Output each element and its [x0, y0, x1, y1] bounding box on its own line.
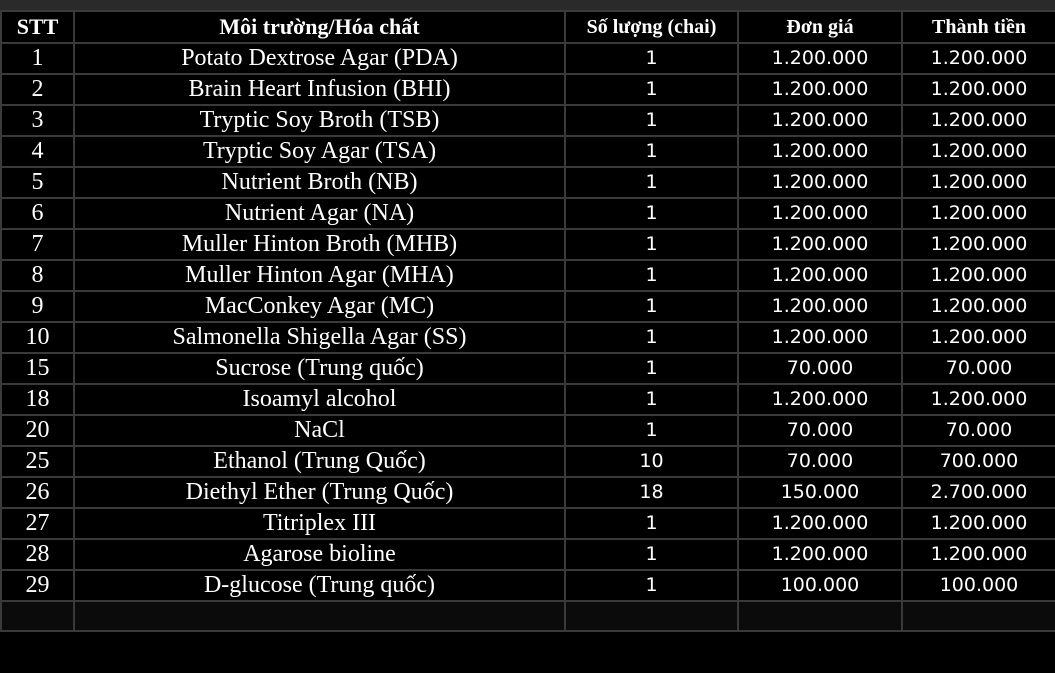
- cell-name: D-glucose (Trung quốc): [74, 570, 565, 601]
- table-row: [1, 43, 1055, 74]
- cell-stt: 15: [1, 353, 74, 384]
- table-row: [1, 167, 1055, 198]
- top-band: [0, 0, 1055, 10]
- cell-qty: 1: [565, 43, 738, 74]
- table-row: [1, 384, 1055, 415]
- table-row: [1, 539, 1055, 570]
- cell-name: MacConkey Agar (MC): [74, 291, 565, 322]
- cell-total: 1.200.000: [902, 229, 1055, 260]
- cell-qty: 1: [565, 291, 738, 322]
- cell-stt: 4: [1, 136, 74, 167]
- cell-name: Diethyl Ether (Trung Quốc): [74, 477, 565, 508]
- cell-stt: 9: [1, 291, 74, 322]
- table-row: [1, 105, 1055, 136]
- cell-unit-price: 1.200.000: [738, 167, 902, 198]
- table-row: [1, 446, 1055, 477]
- cell-qty: 1: [565, 167, 738, 198]
- cell-stt: 29: [1, 570, 74, 601]
- cell-unit-price: 1.200.000: [738, 384, 902, 415]
- cell-qty: 1: [565, 508, 738, 539]
- header-total: Thành tiền: [902, 11, 1055, 43]
- table-row: [1, 198, 1055, 229]
- cell-qty: 1: [565, 136, 738, 167]
- cell-name: Brain Heart Infusion (BHI): [74, 74, 565, 105]
- cell-unit-price: 70.000: [738, 415, 902, 446]
- header-row: [1, 11, 1055, 43]
- table-row: [1, 136, 1055, 167]
- cell-stt: 27: [1, 508, 74, 539]
- cell-unit-price: 1.200.000: [738, 136, 902, 167]
- chemicals-price-table: [0, 10, 1055, 632]
- cell-name: Muller Hinton Broth (MHB): [74, 229, 565, 260]
- cell-stt: 1: [1, 43, 74, 74]
- cell-unit-price: 1.200.000: [738, 74, 902, 105]
- empty-cell: [565, 601, 738, 631]
- cell-total: 1.200.000: [902, 384, 1055, 415]
- table-row: [1, 291, 1055, 322]
- table-row: [1, 74, 1055, 105]
- cell-stt: 20: [1, 415, 74, 446]
- cell-unit-price: 1.200.000: [738, 229, 902, 260]
- cell-total: 1.200.000: [902, 136, 1055, 167]
- cell-qty: 1: [565, 384, 738, 415]
- cell-qty: 18: [565, 477, 738, 508]
- cell-total: 1.200.000: [902, 43, 1055, 74]
- cell-unit-price: 100.000: [738, 570, 902, 601]
- table-row: [1, 570, 1055, 601]
- cell-total: 2.700.000: [902, 477, 1055, 508]
- cell-unit-price: 70.000: [738, 353, 902, 384]
- cell-name: Salmonella Shigella Agar (SS): [74, 322, 565, 353]
- cell-stt: 18: [1, 384, 74, 415]
- cell-qty: 1: [565, 539, 738, 570]
- cell-name: Sucrose (Trung quốc): [74, 353, 565, 384]
- cell-qty: 1: [565, 198, 738, 229]
- table-row: [1, 353, 1055, 384]
- cell-qty: 1: [565, 260, 738, 291]
- cell-stt: 7: [1, 229, 74, 260]
- table-row: [1, 229, 1055, 260]
- cell-unit-price: 1.200.000: [738, 291, 902, 322]
- cell-qty: 1: [565, 105, 738, 136]
- cell-total: 1.200.000: [902, 74, 1055, 105]
- cell-stt: 10: [1, 322, 74, 353]
- header-stt: STT: [1, 11, 74, 43]
- cell-stt: 26: [1, 477, 74, 508]
- empty-cell: [902, 601, 1055, 631]
- cell-name: Nutrient Broth (NB): [74, 167, 565, 198]
- cell-name: Tryptic Soy Agar (TSA): [74, 136, 565, 167]
- cell-total: 1.200.000: [902, 508, 1055, 539]
- cell-total: 1.200.000: [902, 198, 1055, 229]
- cell-unit-price: 1.200.000: [738, 508, 902, 539]
- cell-unit-price: 1.200.000: [738, 539, 902, 570]
- cell-qty: 1: [565, 353, 738, 384]
- cell-qty: 1: [565, 415, 738, 446]
- cell-qty: 1: [565, 229, 738, 260]
- cell-total: 70.000: [902, 353, 1055, 384]
- cell-total: 1.200.000: [902, 260, 1055, 291]
- cell-total: 70.000: [902, 415, 1055, 446]
- table-row: [1, 477, 1055, 508]
- cell-unit-price: 1.200.000: [738, 105, 902, 136]
- cell-name: Ethanol (Trung Quốc): [74, 446, 565, 477]
- table-row: [1, 415, 1055, 446]
- cell-total: 100.000: [902, 570, 1055, 601]
- empty-cell: [1, 601, 74, 631]
- cell-qty: 1: [565, 322, 738, 353]
- empty-row: [1, 601, 1055, 631]
- cell-qty: 10: [565, 446, 738, 477]
- cell-name: Agarose bioline: [74, 539, 565, 570]
- cell-total: 1.200.000: [902, 322, 1055, 353]
- cell-qty: 1: [565, 74, 738, 105]
- cell-unit-price: 1.200.000: [738, 322, 902, 353]
- cell-name: Isoamyl alcohol: [74, 384, 565, 415]
- table-row: [1, 260, 1055, 291]
- cell-total: 1.200.000: [902, 167, 1055, 198]
- cell-name: NaCl: [74, 415, 565, 446]
- cell-name: Tryptic Soy Broth (TSB): [74, 105, 565, 136]
- header-unit-price: Đơn giá: [738, 11, 902, 43]
- cell-unit-price: 1.200.000: [738, 198, 902, 229]
- cell-stt: 3: [1, 105, 74, 136]
- empty-cell: [74, 601, 565, 631]
- cell-unit-price: 1.200.000: [738, 43, 902, 74]
- cell-stt: 28: [1, 539, 74, 570]
- cell-stt: 6: [1, 198, 74, 229]
- cell-unit-price: 1.200.000: [738, 260, 902, 291]
- cell-total: 1.200.000: [902, 539, 1055, 570]
- cell-name: Nutrient Agar (NA): [74, 198, 565, 229]
- empty-cell: [738, 601, 902, 631]
- cell-qty: 1: [565, 570, 738, 601]
- cell-total: 1.200.000: [902, 105, 1055, 136]
- cell-name: Muller Hinton Agar (MHA): [74, 260, 565, 291]
- table-row: [1, 508, 1055, 539]
- cell-stt: 8: [1, 260, 74, 291]
- cell-total: 700.000: [902, 446, 1055, 477]
- header-qty: Số lượng (chai): [565, 11, 738, 43]
- cell-unit-price: 70.000: [738, 446, 902, 477]
- cell-stt: 5: [1, 167, 74, 198]
- cell-unit-price: 150.000: [738, 477, 902, 508]
- cell-stt: 2: [1, 74, 74, 105]
- cell-name: Titriplex III: [74, 508, 565, 539]
- header-name: Môi trường/Hóa chất: [74, 11, 565, 43]
- cell-name: Potato Dextrose Agar (PDA): [74, 43, 565, 74]
- table-row: [1, 322, 1055, 353]
- cell-total: 1.200.000: [902, 291, 1055, 322]
- cell-stt: 25: [1, 446, 74, 477]
